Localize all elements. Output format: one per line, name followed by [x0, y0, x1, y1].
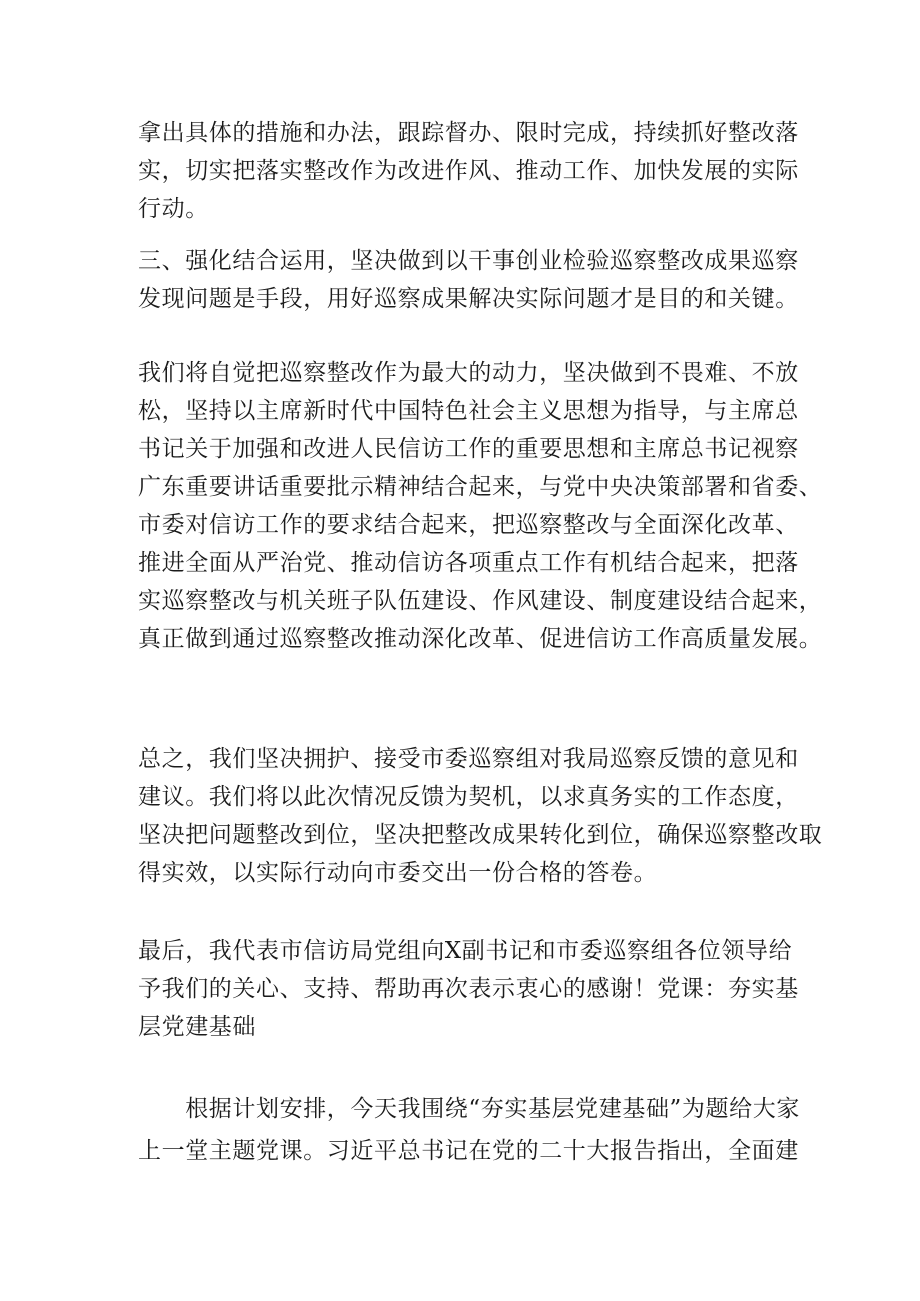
text-line: 坚决把问题整改到位，坚决把整改成果转化到位，确保巡察整改取	[138, 822, 823, 848]
text-line: 拿出具体的措施和办法，跟踪督办、限时完成，持续抓好整改落	[138, 120, 799, 146]
text-line: 予我们的关心、支持、帮助再次表示衷心的感谢！党课：夯实基	[138, 976, 799, 1002]
text-line: 发现问题是手段，用好巡察成果解决实际问题才是目的和关键。	[138, 286, 799, 312]
paragraph-party-lecture-intro	[138, 1090, 798, 1174]
paragraph-closing-thanks	[138, 932, 798, 1046]
text-line: 总之，我们坚决拥护、接受市委巡察组对我局巡察反馈的意见和	[138, 746, 799, 772]
text-line: 行动。	[138, 196, 209, 222]
paragraph-summary	[138, 740, 823, 892]
paragraph-rectification-measures	[138, 114, 798, 228]
text-line: 广东重要讲话重要批示精神结合起来，与党中央决策部署和省委、	[138, 474, 823, 500]
text-line: 三、强化结合运用，坚决做到以干事创业检验巡察整改成果巡察	[138, 248, 799, 274]
text-line: 推进全面从严治党、推动信访各项重点工作有机结合起来，把落	[138, 550, 799, 576]
text-line: 实巡察整改与机关班子队伍建设、作风建设、制度建设结合起来，	[138, 588, 823, 614]
text-line: 层党建基础	[138, 1014, 256, 1040]
text-line: 实，切实把落实整改作为改进作风、推动工作、加快发展的实际	[138, 158, 799, 184]
text-line: 我们将自觉把巡察整改作为最大的动力，坚决做到不畏难、不放	[138, 360, 799, 386]
text-line: 得实效，以实际行动向市委交出一份合格的答卷。	[138, 860, 658, 886]
text-line: 真正做到通过巡察整改推动深化改革、促进信访工作高质量发展。	[138, 626, 823, 652]
text-line: 根据计划安排，今天我围绕“夯实基层党建基础”为题给大家	[138, 1096, 800, 1122]
paragraph-integration	[138, 354, 823, 658]
paragraph-section-three	[138, 242, 798, 318]
text-line: 市委对信访工作的要求结合起来，把巡察整改与全面深化改革、	[138, 512, 799, 538]
text-line: 上一堂主题党课。习近平总书记在党的二十大报告指出，全面建	[138, 1138, 799, 1164]
text-line: 松，坚持以主席新时代中国特色社会主义思想为指导，与主席总	[138, 398, 799, 424]
text-line: 书记关于加强和改进人民信访工作的重要思想和主席总书记视察	[138, 436, 799, 462]
text-line: 最后，我代表市信访局党组向X副书记和市委巡察组各位领导给	[138, 938, 793, 964]
text-line: 建议。我们将以此次情况反馈为契机，以求真务实的工作态度，	[138, 784, 799, 810]
